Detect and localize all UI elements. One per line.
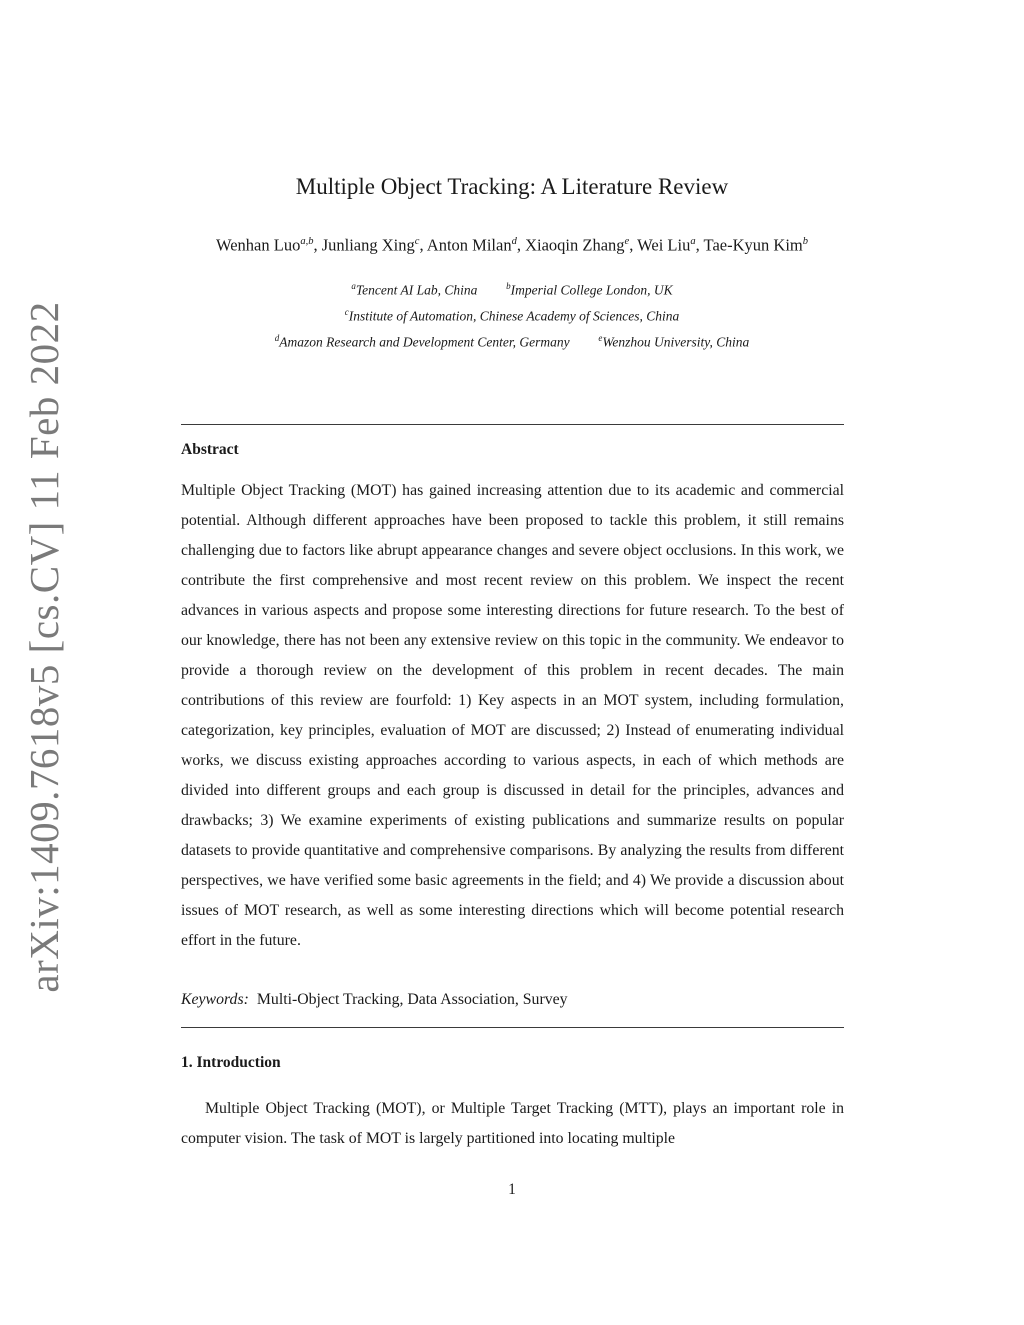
arxiv-identifier-stamp: arXiv:1409.7618v5 [cs.CV] 11 Feb 2022: [21, 301, 67, 993]
author-affiliation-mark: d: [511, 236, 517, 247]
author-affiliation-mark: c: [414, 236, 420, 247]
affiliation-b: Imperial College London, UK: [510, 282, 673, 298]
author-name: Tae-Kyun Kim: [703, 235, 803, 255]
page-number: 1: [508, 1181, 516, 1198]
affiliation-d: Amazon Research and Development Center, Germany: [279, 334, 570, 350]
author-name: Anton Milan: [426, 235, 512, 255]
author-name: Xiaoqin Zhang: [525, 235, 625, 255]
abstract-text: Multiple Object Tracking (MOT) has gained increasing attention due to its academic and commercial potential. Although different approaches have been proposed to tackle this problem, it still remains challenging due to factors like abrupt appearance changes and severe object occlusions. In this work, we contribute the first comprehensive and most recent review on this problem. We inspect the recent advances in various aspects and propose some interesting directions for future research. To the best of our knowledge, there has not been any extensive review on this topic in the community. We endeavor to provide a thorough review on the development of this problem in recent decades. The main contributions of this review are fourfold: 1) Key aspects in an MOT system, including formulation, categorization, key principles, evaluation of MOT are discussed; 2) Instead of enumerating individual works, we discuss existing approaches according to various aspects, in each of which methods are divided into different groups and each group is discussed in detail for the principles, advances and drawbacks; 3) We examine experiments of existing publications and summarize results on popular datasets to provide quantitative and comprehensive comparisons. By analyzing the results from different perspectives, we have verified some basic agreements in the field; and 4) We provide a discussion about issues of MOT research, as well as some interesting directions which will become potential research effort in the future.: [181, 482, 844, 949]
bottom-divider: [181, 1027, 844, 1028]
author-list: Wenhan Luo$^{a,b}$, Junliang Xing$^c$, Anton Milan$^d$, Xiaoqin Zhang$^e$, Wei Liu$^a$, Tae-Kyun Kim$^b$: [215, 235, 808, 255]
author-affiliation-mark: a,b: [300, 236, 314, 247]
affiliation-a: Tencent AI Lab, China: [355, 282, 478, 298]
author-affiliation-mark: e: [624, 236, 630, 247]
affiliation-e: Wenzhou University, China: [602, 334, 750, 350]
affiliation-c: Institute of Automation, Chinese Academy of Sciences, China: [348, 308, 680, 324]
paper-title: Multiple Object Tracking: A Literature Review: [295, 174, 729, 199]
affiliation-line: $^a$Tencent AI Lab, China $^b$Imperial College London, UK: [351, 281, 673, 298]
introduction-text: Multiple Object Tracking (MOT), or Multiple Target Tracking (MTT), plays an important role in computer vision. The task of MOT is largely partitioned into locating multiple: [181, 1100, 844, 1147]
keywords-line: [181, 991, 844, 1009]
author-affiliation-mark: b: [802, 236, 808, 247]
author-name: Wenhan Luo: [215, 235, 301, 255]
author-name: Junliang Xing: [321, 235, 415, 255]
keywords-text: Multi-Object Tracking, Data Association, Survey: [256, 991, 568, 1008]
affiliation-line: $^d$Amazon Research and Development Center, Germany $^e$Wenzhou University, China: [274, 333, 750, 350]
author-name: Wei Liu: [637, 235, 691, 255]
keywords-label: Keywords:: [181, 991, 249, 1008]
introduction-heading: 1. Introduction: [181, 1054, 281, 1071]
top-divider: [181, 424, 844, 425]
affiliation-line: $^c$Institute of Automation, Chinese Academy of Sciences, China: [344, 307, 680, 324]
abstract-heading: Abstract: [181, 441, 239, 458]
author-affiliation-mark: a: [690, 236, 696, 247]
